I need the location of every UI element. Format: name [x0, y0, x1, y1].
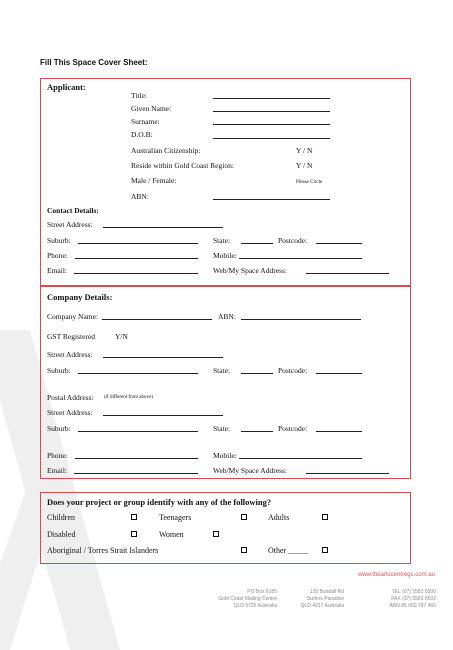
other-checkbox[interactable] — [322, 547, 328, 553]
footer-street-line: 135 Bundall Rd — [309, 589, 344, 595]
teenagers-checkbox[interactable] — [241, 514, 247, 520]
contact-mobile-label: Mobile: — [213, 251, 237, 260]
postal-state-field[interactable] — [241, 431, 273, 432]
company-phone-label: Phone: — [47, 451, 68, 460]
contact-state-field[interactable] — [241, 243, 273, 244]
given-name-label: Given Name: — [131, 104, 172, 113]
footer-contact-line: TEL (07) 5581 6500 — [391, 589, 436, 595]
contact-email-label: Email: — [47, 266, 67, 275]
footer-contact-line: FAX (07) 5581 6592 — [391, 596, 436, 602]
company-suburb-field[interactable] — [78, 373, 198, 374]
postal-label: Postal Address: — [47, 393, 94, 402]
surname-label: Surname: — [131, 117, 160, 126]
company-street-field[interactable] — [103, 357, 223, 358]
applicant-heading: Applicant: — [47, 82, 86, 92]
company-heading: Company Details: — [47, 292, 113, 302]
given-name-field[interactable] — [213, 111, 330, 112]
option-other-label: Other _____ — [268, 546, 309, 555]
postal-postcode-label: Postcode: — [278, 424, 308, 433]
footer-contact-numbers — [356, 589, 436, 610]
footer-street-address — [284, 589, 344, 610]
contact-email-field[interactable] — [74, 273, 198, 274]
gst-label: GST Registered — [47, 332, 95, 341]
postal-state-label: State: — [213, 424, 231, 433]
gender-note: Please Circle — [296, 180, 323, 185]
citizenship-yn[interactable]: Y / N — [296, 146, 313, 155]
option-adults-label: Adults — [268, 513, 290, 522]
postal-postcode-field[interactable] — [316, 431, 362, 432]
company-email-field[interactable] — [74, 473, 198, 474]
company-state-label: State: — [213, 366, 231, 375]
contact-phone-label: Phone: — [47, 251, 68, 260]
contact-postcode-field[interactable] — [316, 243, 362, 244]
option-teenagers-label: Teenagers — [159, 513, 192, 522]
footer-website-link[interactable]: www.theartscentregc.com.au — [357, 572, 435, 578]
company-suburb-label: Suburb: — [47, 366, 71, 375]
contact-web-label: Web/My Space Address: — [213, 266, 287, 275]
contact-web-field[interactable] — [306, 273, 389, 274]
title-label: Title: — [131, 91, 147, 100]
contact-heading: Contact Details: — [47, 206, 99, 215]
company-postcode-field[interactable] — [316, 373, 362, 374]
contact-suburb-field[interactable] — [78, 243, 198, 244]
abn-label: ABN: — [131, 192, 149, 201]
contact-mobile-field[interactable] — [239, 258, 362, 259]
postal-suburb-field[interactable] — [78, 431, 198, 432]
children-checkbox[interactable] — [131, 514, 137, 520]
company-web-label: Web/My Space Address: — [213, 466, 287, 475]
company-phone-field[interactable] — [75, 458, 198, 459]
aboriginal-checkbox[interactable] — [241, 547, 247, 553]
postal-suburb-label: Suburb: — [47, 424, 71, 433]
postal-street-field[interactable] — [103, 415, 223, 416]
adults-checkbox[interactable] — [322, 514, 328, 520]
postal-street-label: Street Address: — [47, 408, 93, 417]
footer-postal-address — [196, 589, 277, 610]
option-children-label: Children — [47, 513, 75, 522]
option-women-label: Women — [159, 530, 184, 539]
footer-street-line: QLD 4217 Australia — [300, 603, 344, 609]
option-aboriginal-label: Aboriginal / Torres Strait Islanders — [47, 546, 159, 555]
company-name-label: Company Name: — [47, 312, 99, 321]
page-title: Fill This Space Cover Sheet: — [40, 58, 148, 67]
citizenship-label: Australian Citizenship: — [131, 146, 201, 155]
company-abn-label: ABN: — [218, 312, 236, 321]
contact-suburb-label: Suburb: — [47, 236, 71, 245]
contact-street-field[interactable] — [103, 227, 223, 228]
company-mobile-label: Mobile: — [213, 451, 237, 460]
abn-field[interactable] — [213, 199, 330, 200]
option-disabled-label: Disabled — [47, 530, 76, 539]
footer-postal-line: PO Box 6185 — [247, 589, 277, 595]
footer-postal-line: Gold Coast Mailing Centre — [218, 596, 277, 602]
region-yn[interactable]: Y / N — [296, 161, 313, 170]
company-email-label: Email: — [47, 466, 67, 475]
surname-field[interactable] — [213, 124, 330, 125]
contact-phone-field[interactable] — [75, 258, 198, 259]
disabled-checkbox[interactable] — [131, 531, 137, 537]
company-abn-field[interactable] — [241, 319, 361, 320]
footer-street-line: Surfers Paradise — [306, 596, 344, 602]
postal-note: (if different from above) — [104, 395, 153, 400]
company-web-field[interactable] — [306, 473, 389, 474]
dob-field[interactable] — [213, 138, 330, 139]
title-field[interactable] — [213, 98, 330, 99]
company-street-label: Street Address: — [47, 350, 93, 359]
contact-state-label: State: — [213, 236, 231, 245]
region-label: Reside within Gold Coast Region: — [131, 161, 234, 170]
contact-street-label: Street Address: — [47, 220, 93, 229]
company-name-field[interactable] — [102, 319, 212, 320]
dob-label: D.O.B: — [131, 130, 153, 139]
company-state-field[interactable] — [241, 373, 273, 374]
gender-label: Male / Female: — [131, 176, 177, 185]
women-checkbox[interactable] — [213, 531, 219, 537]
footer-postal-line: QLD 9726 Australia — [233, 603, 277, 609]
company-postcode-label: Postcode: — [278, 366, 308, 375]
company-mobile-field[interactable] — [239, 458, 362, 459]
contact-postcode-label: Postcode: — [278, 236, 308, 245]
gst-yn[interactable]: Y/N — [115, 332, 128, 341]
identify-question: Does your project or group identify with any of the following? — [47, 497, 272, 507]
footer-contact-line: ABN 85 060 787 466 — [389, 603, 436, 609]
